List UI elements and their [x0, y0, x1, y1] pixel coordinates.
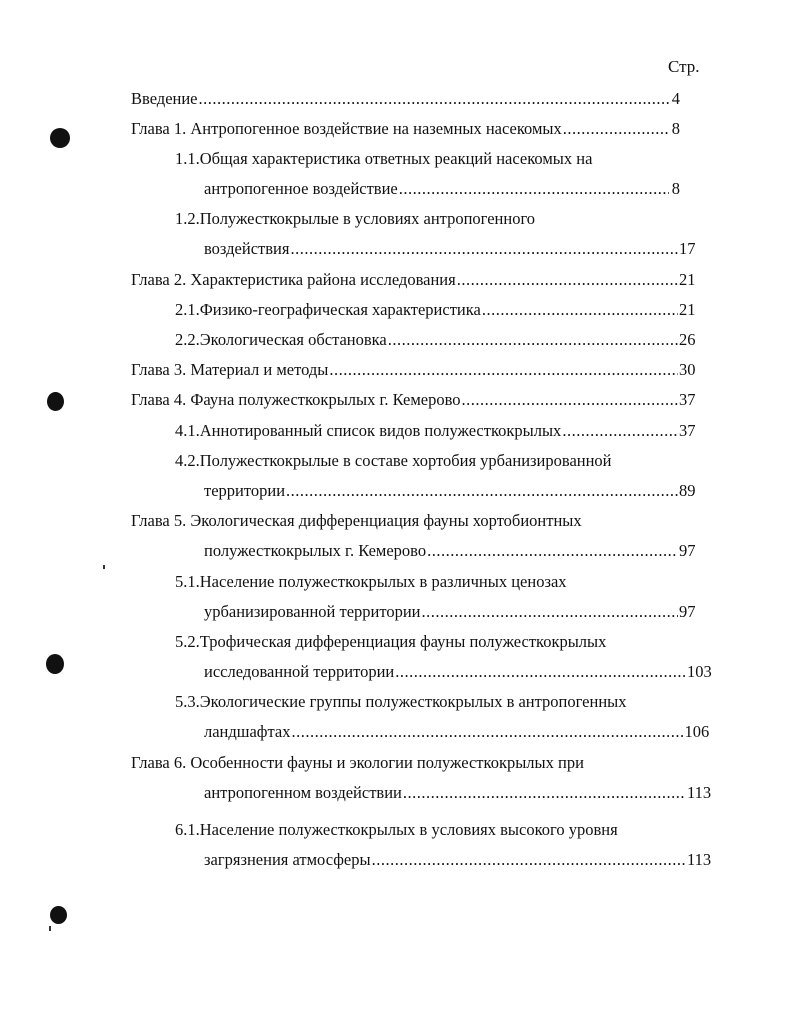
- toc-leader-dots: [457, 270, 678, 290]
- toc-leader-dots: [403, 783, 686, 803]
- toc-entry-page: 8: [671, 179, 680, 198]
- toc-entry-title-line1: Глава 5. Экологическая дифференциация фауны хортобионтных: [131, 511, 582, 530]
- toc-entry: [204, 722, 710, 742]
- toc-entry-title: Глава 2. Характеристика района исследования: [131, 270, 456, 289]
- toc-entry: [204, 239, 696, 259]
- scan-speck: [49, 926, 51, 931]
- toc-entry-title-line2: урбанизированной территории: [204, 602, 421, 621]
- toc-entry-title-line2: загрязнения атмосферы: [204, 850, 371, 869]
- toc-entry-title: Глава 3. Материал и методы: [131, 360, 329, 379]
- toc-entry-title-line2: ландшафтах: [204, 722, 291, 741]
- toc-leader-dots: [563, 119, 669, 139]
- toc-entry-page: 30: [679, 360, 696, 379]
- toc-entry: [175, 421, 696, 441]
- toc-leader-dots: [462, 390, 678, 410]
- toc-entry-page: 103: [687, 662, 712, 681]
- punch-hole-mark: [46, 654, 64, 674]
- toc-leader-dots: [372, 850, 686, 870]
- toc-entry: [204, 179, 680, 199]
- toc-entry-page: 8: [671, 119, 680, 138]
- toc-entry-page: 89: [679, 481, 696, 500]
- toc-leader-dots: [199, 89, 669, 109]
- toc-leader-dots: [388, 330, 678, 350]
- toc-entry: [175, 300, 696, 320]
- toc-entry: [204, 541, 696, 561]
- toc-entry-title: Глава 1. Антропогенное воздействие на наземных насекомых: [131, 119, 562, 138]
- toc-entry-title-line2: полужесткокрылых г. Кемерово: [204, 541, 427, 560]
- toc-entry-title-line1: 5.3.Экологические группы полужесткокрылых в антропогенных: [175, 692, 627, 711]
- toc-entry: [204, 783, 712, 803]
- toc-leader-dots: [482, 300, 678, 320]
- toc-entry-page: 21: [679, 270, 696, 289]
- toc-entry-page: 37: [679, 390, 696, 409]
- scan-speck: [103, 565, 105, 569]
- toc-entry-page: 106: [684, 722, 710, 741]
- toc-entry-page: 113: [687, 783, 712, 802]
- toc-entry-page: 37: [679, 421, 696, 440]
- page-column-label: Стр.: [668, 57, 700, 76]
- toc-entry-page: 97: [679, 541, 696, 560]
- toc-entry-title: 4.1.Аннотированный список видов полужесткокрылых: [175, 421, 562, 440]
- toc-leader-dots: [290, 239, 678, 259]
- toc-leader-dots: [399, 179, 669, 199]
- toc-entry-title-line1: Глава 6. Особенности фауны и экологии полужесткокрылых при: [131, 753, 584, 772]
- toc-entry: [204, 850, 712, 870]
- toc-entry-title-line1: 1.1.Общая характеристика ответных реакций насекомых на: [175, 149, 593, 168]
- toc-entry-title-line2: антропогенном воздействии: [204, 783, 402, 802]
- toc-leader-dots: [286, 481, 678, 501]
- toc-leader-dots: [562, 421, 678, 441]
- toc-entry-title-line2: территории: [204, 481, 286, 500]
- toc-entry: [131, 270, 696, 290]
- toc-entry-title: 2.1.Физико-географическая характеристика: [175, 300, 481, 319]
- toc-entry-title-line1: 4.2.Полужесткокрылые в составе хортобия урбанизированной: [175, 451, 612, 470]
- toc-leader-dots: [395, 662, 686, 682]
- toc-entry-title: 2.2.Экологическая обстановка: [175, 330, 387, 349]
- toc-entry: [131, 360, 696, 380]
- toc-entry: [204, 662, 712, 682]
- toc-entry-title-line2: исследованной территории: [204, 662, 395, 681]
- toc-entry-page: 26: [679, 330, 696, 349]
- toc-entry-page: 113: [687, 850, 712, 869]
- toc-entry: [131, 390, 696, 410]
- toc-entry-title-line1: 1.2.Полужесткокрылые в условиях антропогенного: [175, 209, 536, 228]
- toc-leader-dots: [427, 541, 678, 561]
- toc-leader-dots: [422, 602, 678, 622]
- toc-entry-title-line1: 5.1.Население полужесткокрылых в различных ценозах: [175, 572, 567, 591]
- toc-entry-page: 21: [679, 300, 696, 319]
- punch-hole-mark: [47, 392, 64, 411]
- toc-entry-page: 97: [679, 602, 696, 621]
- punch-hole-mark: [50, 906, 67, 924]
- toc-entry-page: 4: [671, 89, 680, 108]
- toc-leader-dots: [292, 722, 684, 742]
- toc-entry-title-line1: 6.1.Население полужесткокрылых в условиях высокого уровня: [175, 820, 618, 839]
- toc-entry: [175, 330, 696, 350]
- toc-entry-title-line1: 5.2.Трофическая дифференциация фауны полужесткокрылых: [175, 632, 607, 651]
- punch-hole-mark: [50, 128, 70, 148]
- toc-leader-dots: [329, 360, 678, 380]
- toc-entry-title: Глава 4. Фауна полужесткокрылых г. Кемерово: [131, 390, 461, 409]
- toc-entry: [204, 481, 696, 501]
- toc-entry-page: 17: [679, 239, 696, 258]
- toc-entry-title: Введение: [131, 89, 198, 108]
- toc-entry: [131, 89, 680, 109]
- toc-entry-title-line2: антропогенное воздействие: [204, 179, 398, 198]
- toc-entry: [131, 119, 680, 139]
- toc-entry-title-line2: воздействия: [204, 239, 290, 258]
- toc-entry: [204, 602, 696, 622]
